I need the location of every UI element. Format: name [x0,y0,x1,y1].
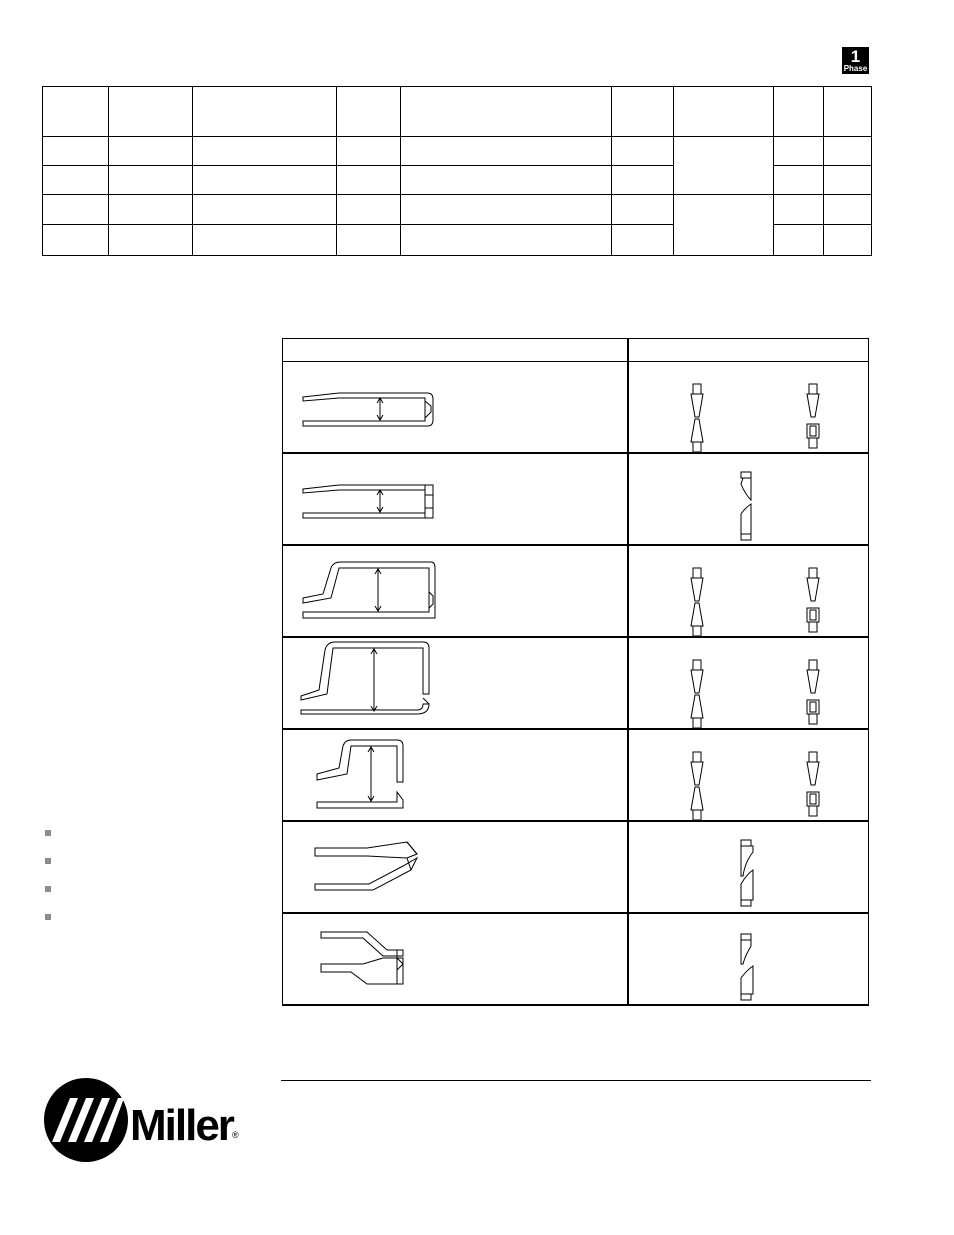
bullet-marker [45,886,51,892]
arm-cell [283,913,629,1005]
spec-row [43,137,872,166]
spec-cell [109,137,193,166]
spec-row [43,195,872,225]
spec-cell [824,195,872,225]
tip-cell [628,545,869,637]
spec-cell [774,225,824,256]
tall-arm-diagram [283,638,627,728]
spec-cell [337,225,401,256]
spec-cell [109,225,193,256]
spec-cell [401,195,612,225]
miller-logo-text: Miller [130,1101,233,1150]
spec-cell [612,137,674,166]
spec-cell [774,137,824,166]
spec-header-row [43,87,872,137]
spec-cell [824,87,872,137]
spec-cell [674,87,774,137]
electrode-header-row [283,339,869,362]
pointed-tips-diagram [629,638,870,728]
spec-cell [43,87,109,137]
arm-cell [283,729,629,821]
spec-cell [337,166,401,195]
spec-cell [337,195,401,225]
spec-cell [774,166,824,195]
arm-cell [283,821,629,913]
spec-cell-merged [674,195,774,256]
spec-cell [43,225,109,256]
angled-arm-diagram [283,822,627,912]
electrode-row [283,821,869,913]
phase-badge [842,47,869,74]
electrode-row [283,362,869,454]
spec-cell [774,195,824,225]
straight-arm-diagram [283,362,627,452]
footer-rule [281,1080,871,1081]
miller-logo [44,1078,244,1164]
electrode-row [283,453,869,545]
spec-cell [109,195,193,225]
tip-cell [628,637,869,729]
tip-cell [628,821,869,913]
spec-cell [824,225,872,256]
spec-cell [612,166,674,195]
electrode-table [282,338,869,1006]
tip-cell [628,362,869,454]
spec-cell [193,87,337,137]
spec-cell [43,195,109,225]
bullet-marker [45,858,51,864]
stepped-arm-diagram [283,914,627,1004]
spec-cell [109,87,193,137]
spec-cell [824,137,872,166]
spec-cell [824,166,872,195]
spec-cell [401,166,612,195]
pointed-tips-diagram [629,362,870,452]
tip-cell [628,729,869,821]
spec-cell [774,87,824,137]
spec-cell [612,195,674,225]
spec-cell [109,166,193,195]
spec-cell [337,87,401,137]
arm-header-cell [283,339,629,362]
arm-cell [283,362,629,454]
tip-cell [628,913,869,1005]
phase-number: 1 [850,47,861,66]
arm-cell [283,453,629,545]
tip-header-cell [628,339,869,362]
offset-tips-diagram [629,914,870,1004]
spec-cell [193,166,337,195]
bullet-marker [45,830,51,836]
short-arm-diagram [283,454,627,544]
electrode-row [283,545,869,637]
spec-cell [337,137,401,166]
spec-cell [193,225,337,256]
arm-cell [283,545,629,637]
bullet-marker [45,914,51,920]
spec-cell [612,225,674,256]
spec-cell [43,166,109,195]
spec-cell [401,137,612,166]
phase-label: Phase [843,64,868,73]
offset-tips-diagram [629,822,870,912]
tip-cell [628,453,869,545]
spec-cell-merged [674,137,774,195]
miller-logo-registered-mark: ® [232,1130,239,1140]
spec-cell [43,137,109,166]
arm-cell [283,637,629,729]
pointed-tips-diagram [629,546,870,636]
electrode-row [283,637,869,729]
spec-cell [401,225,612,256]
small-arm-diagram [283,730,627,820]
offset-tips-diagram [629,454,870,544]
spec-cell [612,87,674,137]
raised-arm-diagram [283,546,627,636]
spec-cell [193,195,337,225]
electrode-row [283,913,869,1005]
spec-cell [193,137,337,166]
spec-table [42,86,872,256]
spec-cell [401,87,612,137]
electrode-row [283,729,869,821]
pointed-tips-diagram [629,730,870,820]
